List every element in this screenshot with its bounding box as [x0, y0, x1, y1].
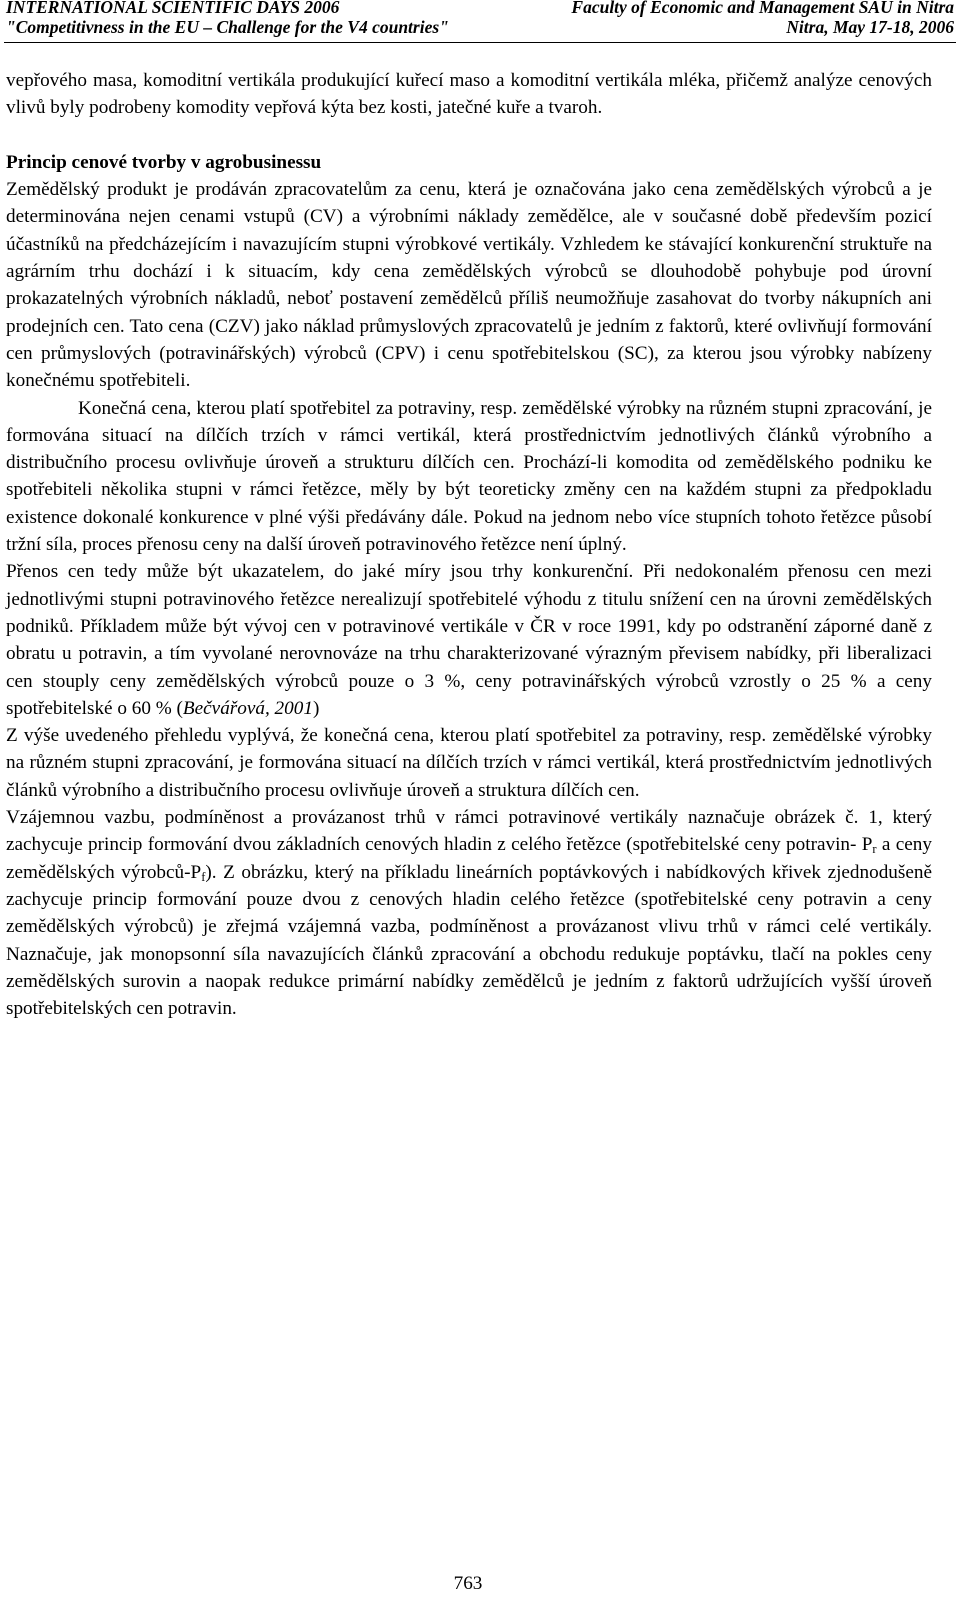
paragraph-continued: vepřového masa, komoditní vertikála produkující kuřecí maso a komoditní vertikála mléka, přičemž analýze cenových vlivů byly podrobeny komodity vepřová kýta bez kosti, jatečné kuře a tvaroh.	[6, 70, 932, 119]
paragraph-5-text-a: Vzájemnou vazbu, podmíněnost a provázanost trhů v rámci potravinové vertikály naznačuje obrázek č. 1, který zachycuje princip formování dvou základních cenových hladin z celého řetězce (spotřebitelské ceny potravin- P	[6, 807, 932, 856]
section-heading: Princip cenové tvorby v agrobusinessu	[6, 151, 322, 173]
paragraph-5	[6, 804, 932, 1022]
citation: Bečvářová, 2001	[182, 697, 313, 719]
paragraph-5-text-b: a ceny zemědělských výrobců-P	[6, 834, 932, 883]
paragraph-4: Z výše uvedeného přehledu vyplývá, že konečná cena, kterou platí spotřebitel za potraviny, resp. zemědělské výrobky na různém stupni zpracování, je formována situací na dílčích trzích v rámci vertikál, která prostřednictvím jednotlivých článků výrobního a distribučního procesu ovlivňuje úroveň a struktura dílčích cen.	[6, 725, 932, 801]
paragraph-3	[6, 558, 932, 722]
paragraph-2: Konečná cena, kterou platí spotřebitel za potraviny, resp. zemědělské výrobky na různém stupni zpracování, je formována situací na dílčích trzích v rámci vertikál, která prostřednictvím jednotlivých článků výrobního a distribučního procesu ovlivňuje úroveň a strukturu dílčích cen. Prochází-li komodita od zemědělského podniku ke spotřebiteli několika stupni v rámci řetězce, měly by být teoreticky změny cen na každém stupni za předpokladu existence dokonalé konkurence v plné výši předávány dále. Pokud na jednom nebo více stupních tohoto řetězce působí tržní síla, proces přenosu ceny na další úroveň potravinového řetězce není úplný.	[6, 397, 932, 556]
paragraph-5-text-c: ). Z obrázku, který na příkladu lineárních poptávkových i nabídkových křivek zjednodušeně zachycuje princip formování pouze dvou z cenových hladin celého řetězce (spotřebitelské ceny potravin a ceny zemědělských výrobců) je zřejmá vzájemná vazba, podmíněnost a provázanost vlivu trhů v rámci celé vertikály. Naznačuje, jak monopsonní síla navazujících článků zpracování a obchodu redukuje poptávku, tlačí na pokles ceny zemědělských surovin a naopak redukce primární nabídky zemědělců je jedním z faktorů udržujících vyšší úroveň spotřebitelských cen potravin.	[6, 861, 932, 1020]
subscript-f: f	[201, 869, 206, 884]
faculty-name: Faculty of Economic and Management SAU in Nitra	[571, 0, 954, 17]
conference-place-date: Nitra, May 17-18, 2006	[786, 17, 954, 37]
paragraph-gap	[6, 122, 932, 149]
subscript-r: r	[872, 842, 877, 857]
conference-subtitle: "Competitivness in the EU – Challenge for the V4 countries"	[6, 17, 449, 37]
page-number: 763	[453, 1573, 483, 1594]
conference-title: INTERNATIONAL SCIENTIFIC DAYS 2006	[6, 0, 340, 17]
body-text	[6, 67, 932, 1022]
paragraph-3-text: Přenos cen tedy může být ukazatelem, do jaké míry jsou trhy konkurenční. Při nedokonalém přenosu cen mezi jednotlivými stupni potravinového řetězce nerealizují spotřebitelé výhodu z titulu snížení cen na úrovni zemědělských podniků. Příkladem může být vývoj cen v potravinové vertikále v ČR v roce 1991, kdy po odstranění záporné daně z obratu u potravin, a tím vyvolané nerovnováze na trhu charakterizované výrazným převisem nabídky, při liberalizaci cen stouply ceny zemědělských výrobců pouze o 3 %, ceny potravinářských výrobců vzrostly o 25 % a ceny spotřebitelské o 60 % (	[6, 561, 932, 719]
paragraph-3-end: )	[312, 697, 320, 719]
paragraph-1: Zemědělský produkt je prodáván zpracovatelům za cenu, která je označována jako cena zemědělských výrobců a je determinována nejen cenami vstupů (CV) a výrobními náklady zemědělce, ale v současné době především pozicí účastníků na předcházejícím i navazujícím stupni výrobkové vertikály. Vzhledem ke stávající konkurenční struktuře na agrárním trhu dochází i k situacím, kdy cena zemědělských výrobců se dlouhodobě pohybuje pod úrovní prokazatelných výrobních nákladů, neboť postavení zemědělců příliš neumožňuje zasahovat do tvorby nákupních ani prodejních cen. Tato cena (CZV) jako náklad průmyslových zpracovatelů je jedním z faktorů, které ovlivňují formování cen průmyslových (potravinářských) výrobců (CPV) i cenu spotřebitelskou (SC), za kterou jsou výrobky nabízeny konečnému spotřebiteli.	[6, 179, 932, 392]
header-rule	[4, 42, 956, 43]
